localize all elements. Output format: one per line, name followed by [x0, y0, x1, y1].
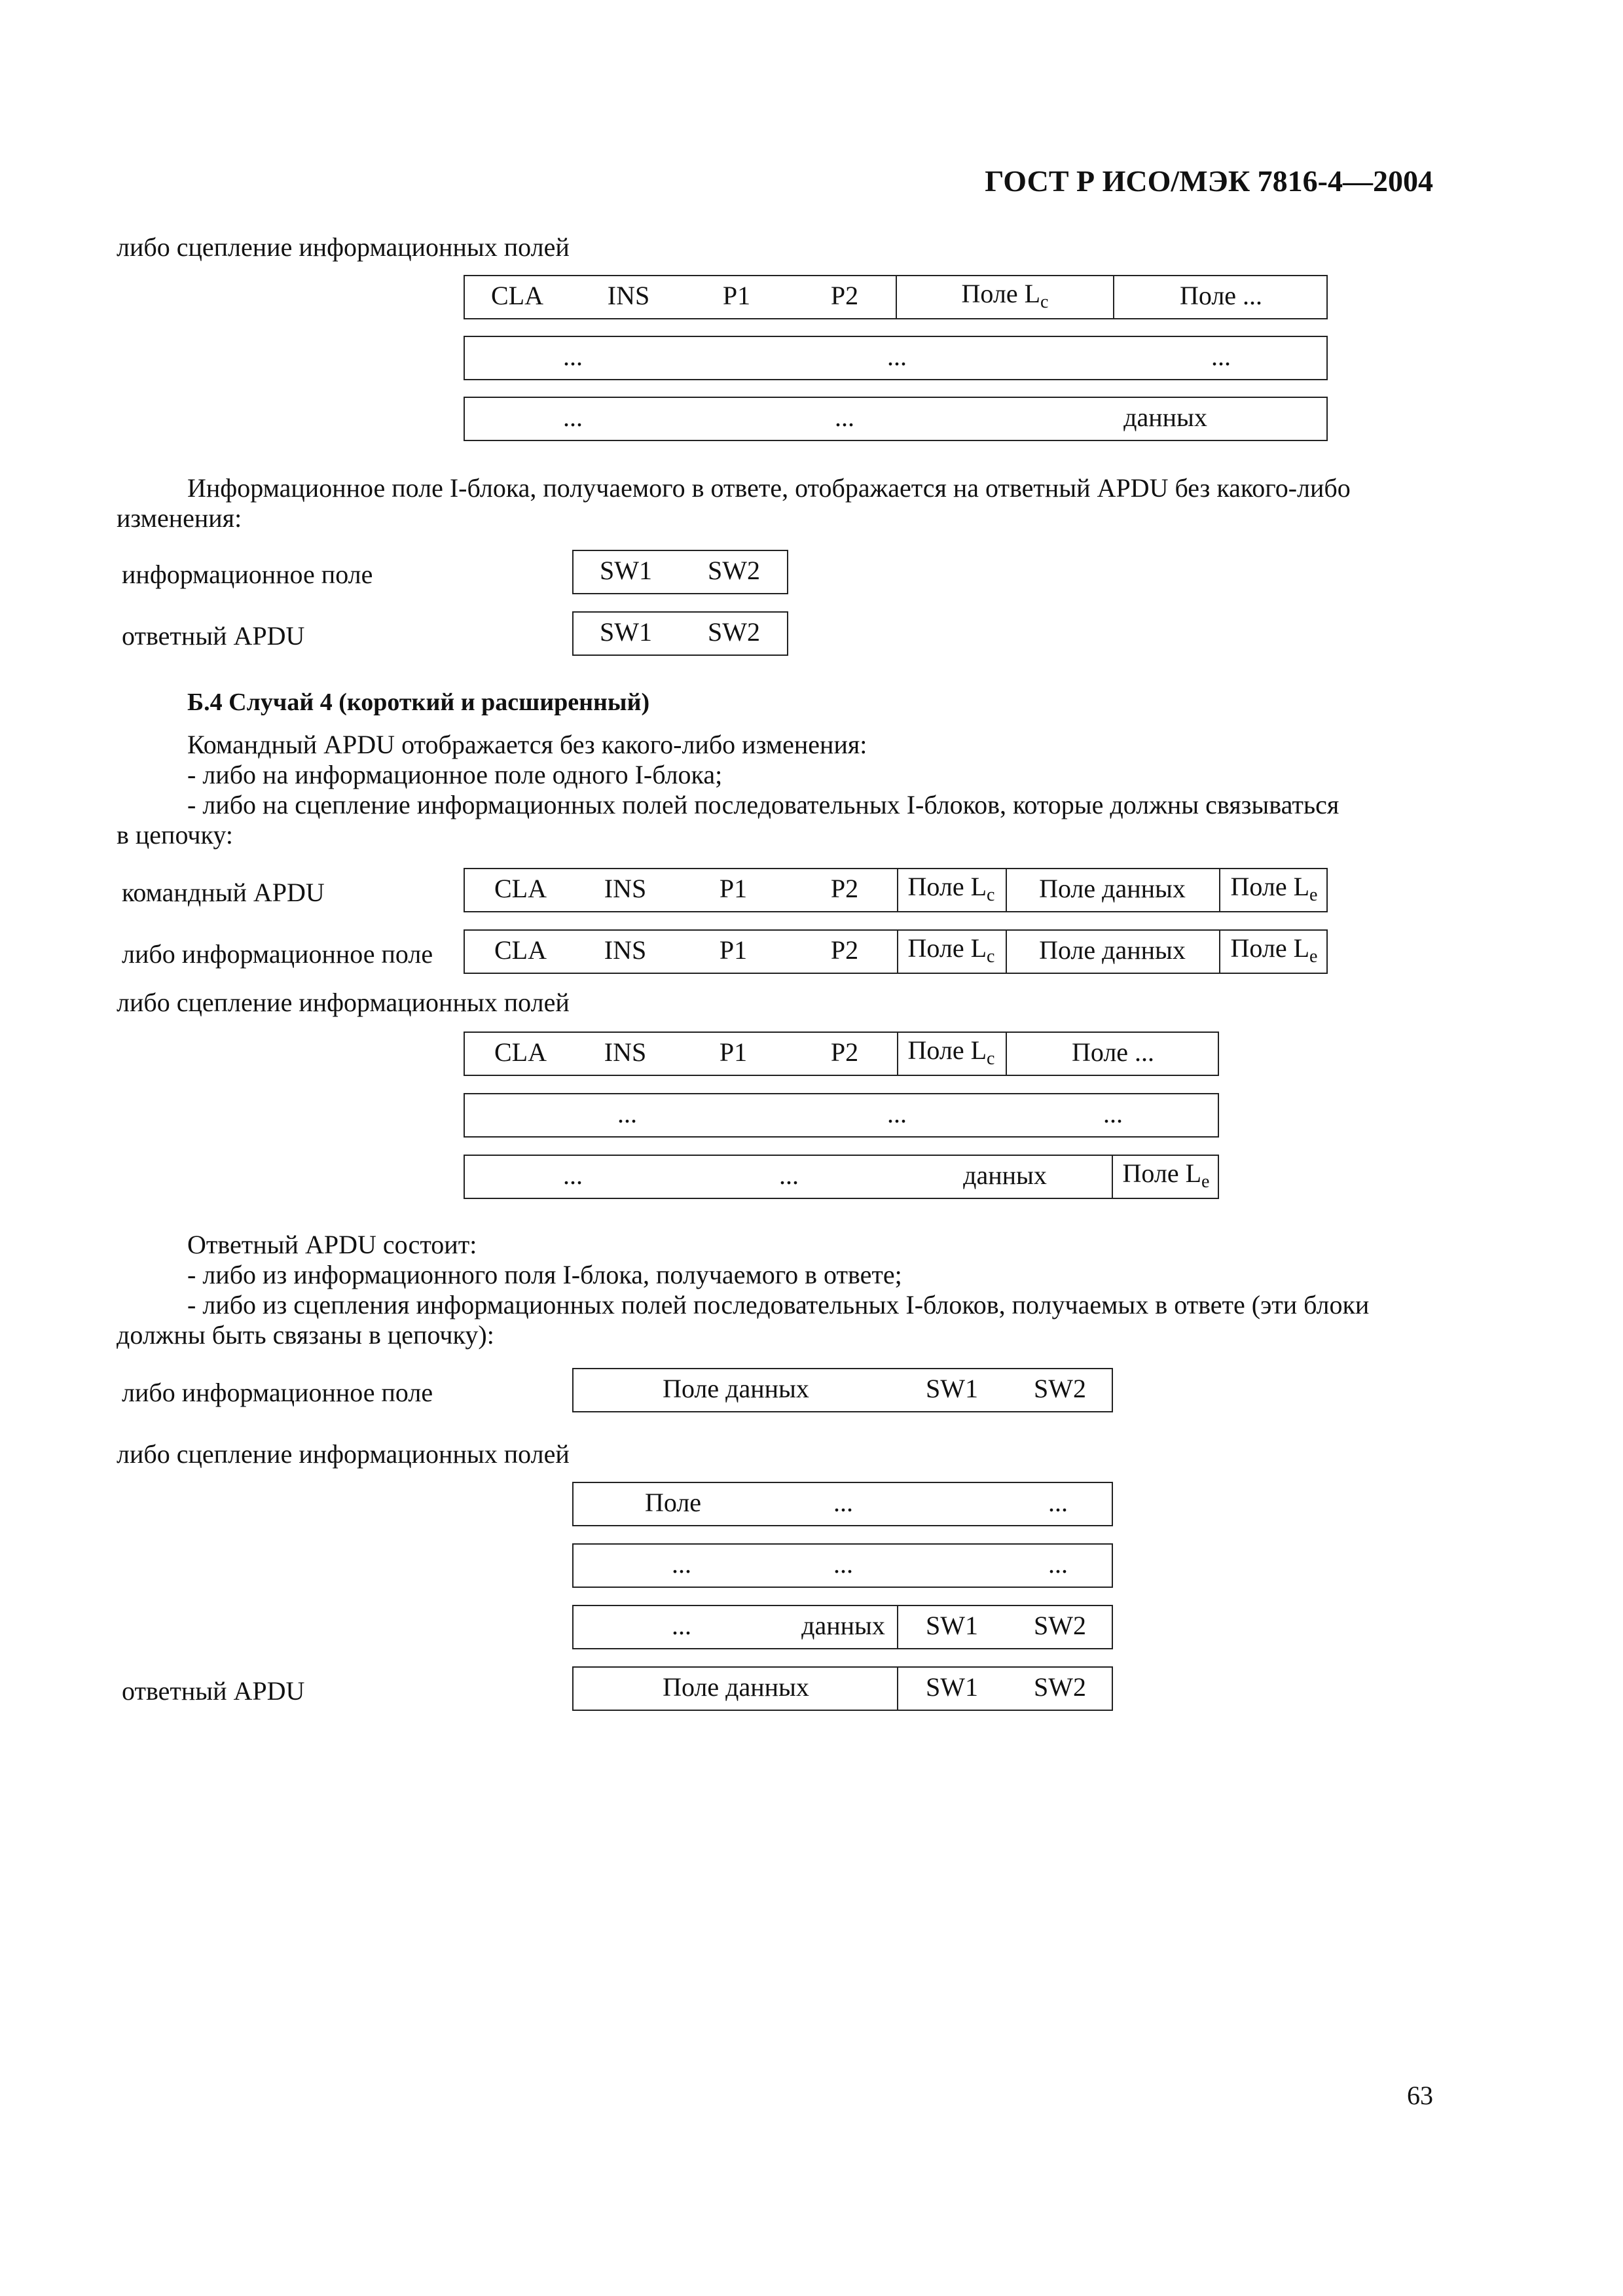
field-p1: P1	[719, 935, 748, 965]
field-sw2: SW2	[708, 556, 760, 586]
label-info-field: либо информационное поле	[122, 1378, 433, 1407]
dots: ...	[833, 1549, 853, 1579]
label-command-apdu: командный APDU	[122, 878, 325, 907]
document-header: ГОСТ Р ИСО/МЭК 7816-4—2004	[985, 164, 1433, 198]
dots: ...	[887, 342, 907, 372]
page-number: 63	[1407, 2081, 1433, 2110]
divider	[897, 1033, 898, 1075]
divider	[1006, 931, 1007, 973]
field-sw1: SW1	[600, 556, 652, 586]
field-le: Поле $L_e$	[1230, 933, 1318, 967]
field-sw1: SW1	[600, 617, 652, 647]
chain-top-row1	[464, 275, 1328, 319]
info-field-row	[464, 929, 1328, 974]
field-p2: P2	[830, 281, 859, 311]
dots: ...	[887, 1099, 907, 1129]
paragraph-line: - либо из сцепления информационных полей последовательных I-блоков, получаемых в ответе (эти блоки	[187, 1290, 1370, 1319]
paragraph-line: изменения:	[117, 503, 242, 533]
field-le: Поле $L_e$	[1122, 1158, 1210, 1192]
paragraph-line: Ответный APDU состоит:	[187, 1230, 477, 1259]
dots: ...	[617, 1099, 637, 1129]
field-sw1: SW1	[926, 1672, 978, 1702]
divider	[1219, 931, 1220, 973]
dots: ...	[779, 1160, 799, 1191]
field-lc: Поле $L_c$	[961, 278, 1049, 312]
divider	[1112, 1156, 1113, 1198]
field-data: Поле данных	[1039, 874, 1186, 904]
chain-cmd-row2	[464, 1093, 1219, 1138]
field-p1: P1	[722, 281, 751, 311]
paragraph-line: - либо на сцепление информационных полей последовательных I-блоков, которые должны связываться	[187, 790, 1340, 819]
dots: ...	[1103, 1099, 1123, 1129]
chain-resp-row1	[572, 1482, 1113, 1526]
dots: ...	[1048, 1488, 1068, 1518]
field-sw2: SW2	[1034, 1611, 1086, 1641]
dots: ...	[672, 1549, 691, 1579]
divider	[897, 1668, 898, 1710]
divider	[1113, 276, 1114, 318]
field-p2: P2	[830, 874, 859, 904]
label-info-field: информационное поле	[122, 560, 373, 589]
divider	[1219, 869, 1220, 911]
paragraph-line: должны быть связаны в цепочку):	[117, 1320, 494, 1350]
dots: ...	[833, 1488, 853, 1518]
divider	[1006, 1033, 1007, 1075]
field-sw1: SW1	[926, 1374, 978, 1404]
field-data-end: данных	[1123, 403, 1207, 433]
field-ins: INS	[604, 935, 647, 965]
divider	[1006, 869, 1007, 911]
field-data-end: данных	[963, 1160, 1047, 1191]
field-pole: Поле ...	[1179, 281, 1263, 311]
paragraph-line: в цепочку:	[117, 820, 233, 850]
divider	[897, 869, 898, 911]
field-data: Поле данных	[1039, 935, 1186, 965]
divider	[897, 1606, 898, 1648]
sw-box	[572, 550, 788, 594]
chain-cmd-row1	[464, 1031, 1219, 1076]
section-title: Б.4 Случай 4 (короткий и расширенный)	[187, 689, 650, 716]
dots: ...	[835, 403, 854, 433]
field-data-end: данных	[801, 1611, 885, 1641]
label-response-apdu: ответный APDU	[122, 1676, 305, 1706]
command-apdu-row	[464, 868, 1328, 912]
field-sw2: SW2	[708, 617, 760, 647]
chain-label-top: либо сцепление информационных полей	[117, 232, 570, 262]
dots: ...	[1048, 1549, 1068, 1579]
field-data: Поле данных	[663, 1374, 809, 1404]
chain-label: либо сцепление информационных полей	[117, 1439, 570, 1469]
field-cla: CLA	[491, 281, 543, 311]
sw-box	[572, 611, 788, 656]
field-lc: Поле $L_c$	[907, 1035, 995, 1069]
field-ins: INS	[604, 874, 647, 904]
field-p2: P2	[830, 1037, 859, 1067]
field-p2: P2	[830, 935, 859, 965]
field-p1: P1	[719, 874, 748, 904]
chain-resp-row2	[572, 1543, 1113, 1588]
paragraph-line: Командный APDU отображается без какого-либо изменения:	[187, 730, 867, 759]
dots: ...	[1211, 342, 1231, 372]
field-cla: CLA	[494, 935, 547, 965]
field-pole: Поле ...	[1071, 1037, 1155, 1067]
field-pole: Поле	[644, 1488, 702, 1518]
label-info-field: либо информационное поле	[122, 939, 433, 969]
chain-top-row2	[464, 336, 1328, 380]
field-cla: CLA	[494, 1037, 547, 1067]
dots: ...	[563, 1160, 583, 1191]
paragraph-line: - либо на информационное поле одного I-блока;	[187, 760, 723, 789]
response-apdu-row	[572, 1666, 1113, 1711]
chain-top-row3	[464, 397, 1328, 441]
field-sw1: SW1	[926, 1611, 978, 1641]
field-p1: P1	[719, 1037, 748, 1067]
dots: ...	[563, 403, 583, 433]
paragraph-line: - либо из информационного поля I-блока, получаемого в ответе;	[187, 1260, 902, 1289]
field-ins: INS	[607, 281, 650, 311]
divider	[896, 276, 897, 318]
field-sw2: SW2	[1034, 1374, 1086, 1404]
field-le: Поле $L_e$	[1230, 871, 1318, 905]
response-info-row	[572, 1368, 1113, 1412]
dots: ...	[672, 1611, 691, 1641]
field-lc: Поле $L_c$	[907, 933, 995, 967]
dots: ...	[563, 342, 583, 372]
field-data: Поле данных	[663, 1672, 809, 1702]
chain-cmd-row3	[464, 1155, 1219, 1199]
field-lc: Поле $L_c$	[907, 871, 995, 905]
field-cla: CLA	[494, 874, 547, 904]
field-sw2: SW2	[1034, 1672, 1086, 1702]
chain-label: либо сцепление информационных полей	[117, 988, 570, 1017]
label-response-apdu: ответный APDU	[122, 621, 305, 651]
divider	[897, 931, 898, 973]
paragraph-line: Информационное поле I-блока, получаемого в ответе, отображается на ответный APDU без какого-либо	[187, 473, 1351, 503]
field-ins: INS	[604, 1037, 647, 1067]
chain-resp-row3	[572, 1605, 1113, 1649]
